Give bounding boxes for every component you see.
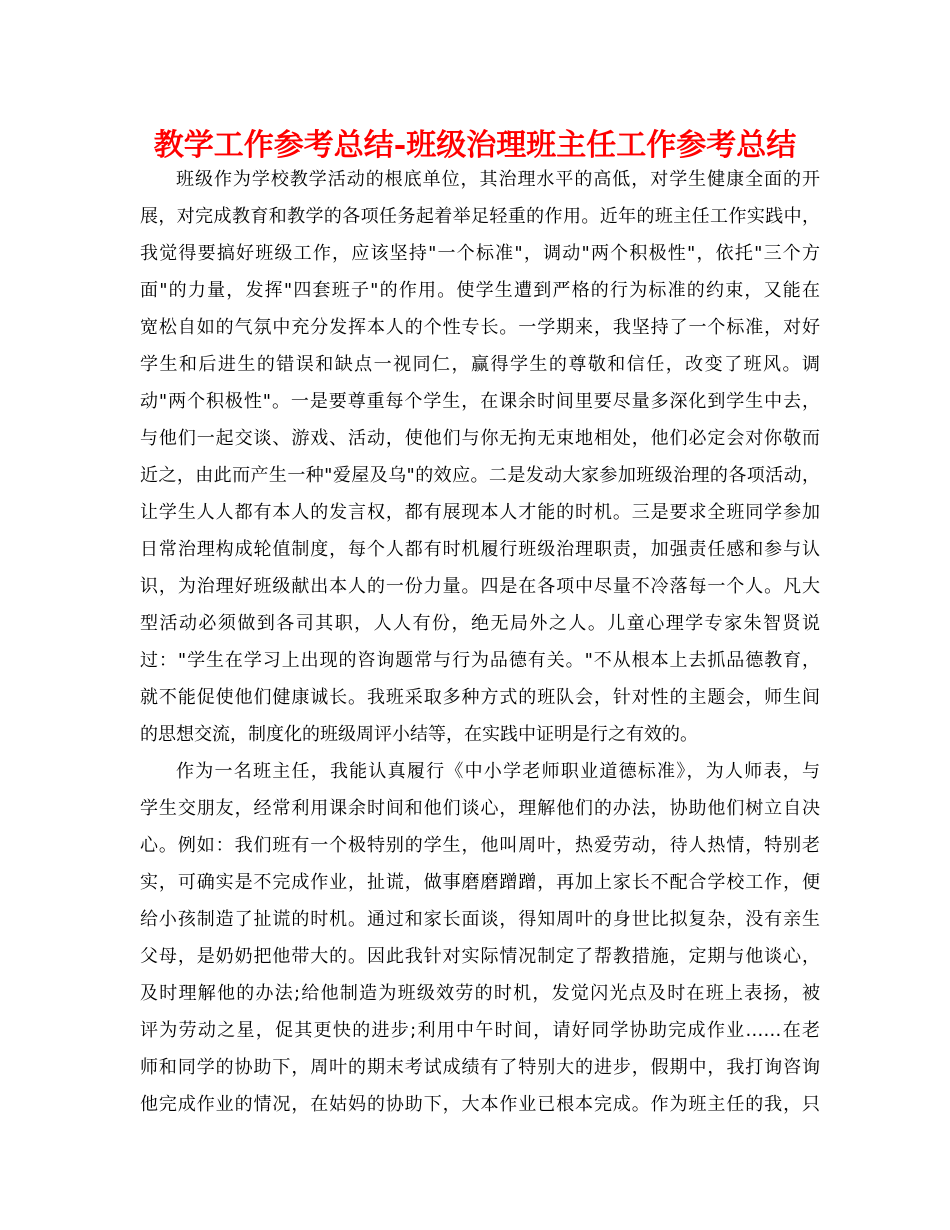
text-line: 日常治理构成轮值制度，每个人都有时机履行班级治理职责，加强责任感和参与认 (140, 539, 820, 560)
text-line: 型活动必须做到各司其职，人人有份，绝无局外之人。儿童心理学专家朱智贤说 (140, 613, 820, 634)
text-line: 我觉得要搞好班级工作，应该坚持"一个标准"，调动"两个积极性"，依托"三个方 (140, 243, 820, 264)
text-line: 的思想交流，制度化的班级周评小结等，在实践中证明是行之有效的。 (140, 724, 698, 745)
text-line: 班级作为学校教学活动的根底单位，其治理水平的高低，对学生健康全面的开 (176, 169, 820, 190)
text-line: 父母，是奶奶把他带大的。因此我针对实际情况制定了帮教措施，定期与他谈心， (140, 946, 820, 967)
text-line: 识，为治理好班级献出本人的一份力量。四是在各项中尽量不冷落每一个人。凡大 (140, 576, 820, 597)
text-line: 师和同学的协助下，周叶的期末考试成绩有了特别大的进步，假期中，我打询咨询 (140, 1057, 820, 1078)
text-line: 给小孩制造了扯谎的时机。通过和家长面谈，得知周叶的身世比拟复杂，没有亲生 (140, 909, 820, 930)
text-line: 宽松自如的气氛中充分发挥本人的个性专长。一学期来，我坚持了一个标准，对好 (140, 317, 820, 338)
text-line: 实，可确实是不完成作业，扯谎，做事磨磨蹭蹭，再加上家长不配合学校工作，便 (140, 872, 820, 893)
text-line: 作为一名班主任，我能认真履行《中小学老师职业道德标准》，为人师表，与 (176, 761, 820, 782)
text-line: 及时理解他的办法;给他制造为班级效劳的时机，发觉闪光点及时在班上表扬，被 (140, 983, 820, 1004)
document-body (140, 161, 820, 1123)
document-title: 教学工作参考总结-班级治理班主任工作参考总结 (153, 128, 797, 163)
text-line: 近之，由此而产生一种"爱屋及乌"的效应。二是发动大家参加班级治理的各项活动， (140, 465, 820, 486)
text-line: 过："学生在学习上出现的咨询题常与行为品德有关。"不从根本上去抓品德教育， (140, 650, 820, 671)
text-line: 评为劳动之星，促其更快的进步;利用中午时间，请好同学协助完成作业……在老 (140, 1020, 820, 1041)
text-line: 让学生人人都有本人的发言权，都有展现本人才能的时机。三是要求全班同学参加 (140, 502, 820, 523)
text-line: 就不能促使他们健康诚长。我班采取多种方式的班队会，针对性的主题会，师生间 (140, 687, 820, 708)
text-line: 面"的力量，发挥"四套班子"的作用。使学生遭到严格的行为标准的约束，又能在 (140, 280, 820, 301)
text-line: 展，对完成教育和教学的各项任务起着举足轻重的作用。近年的班主任工作实践中， (140, 206, 820, 227)
text-line: 学生交朋友，经常利用课余时间和他们谈心，理解他们的办法，协助他们树立自决 (140, 798, 820, 819)
text-line: 心。例如：我们班有一个极特别的学生，他叫周叶，热爱劳动，待人热情，特别老 (140, 835, 820, 856)
text-line: 与他们一起交谈、游戏、活动，使他们与你无拘无束地相处，他们必定会对你敬而 (140, 428, 820, 449)
text-line: 动"两个积极性"。一是要尊重每个学生，在课余时间里要尽量多深化到学生中去， (140, 391, 820, 412)
text-line: 学生和后进生的错误和缺点一视同仁，赢得学生的尊敬和信任，改变了班风。调 (140, 354, 820, 375)
text-line: 他完成作业的情况，在姑妈的协助下，大本作业已根本完成。作为班主任的我，只 (140, 1094, 820, 1115)
